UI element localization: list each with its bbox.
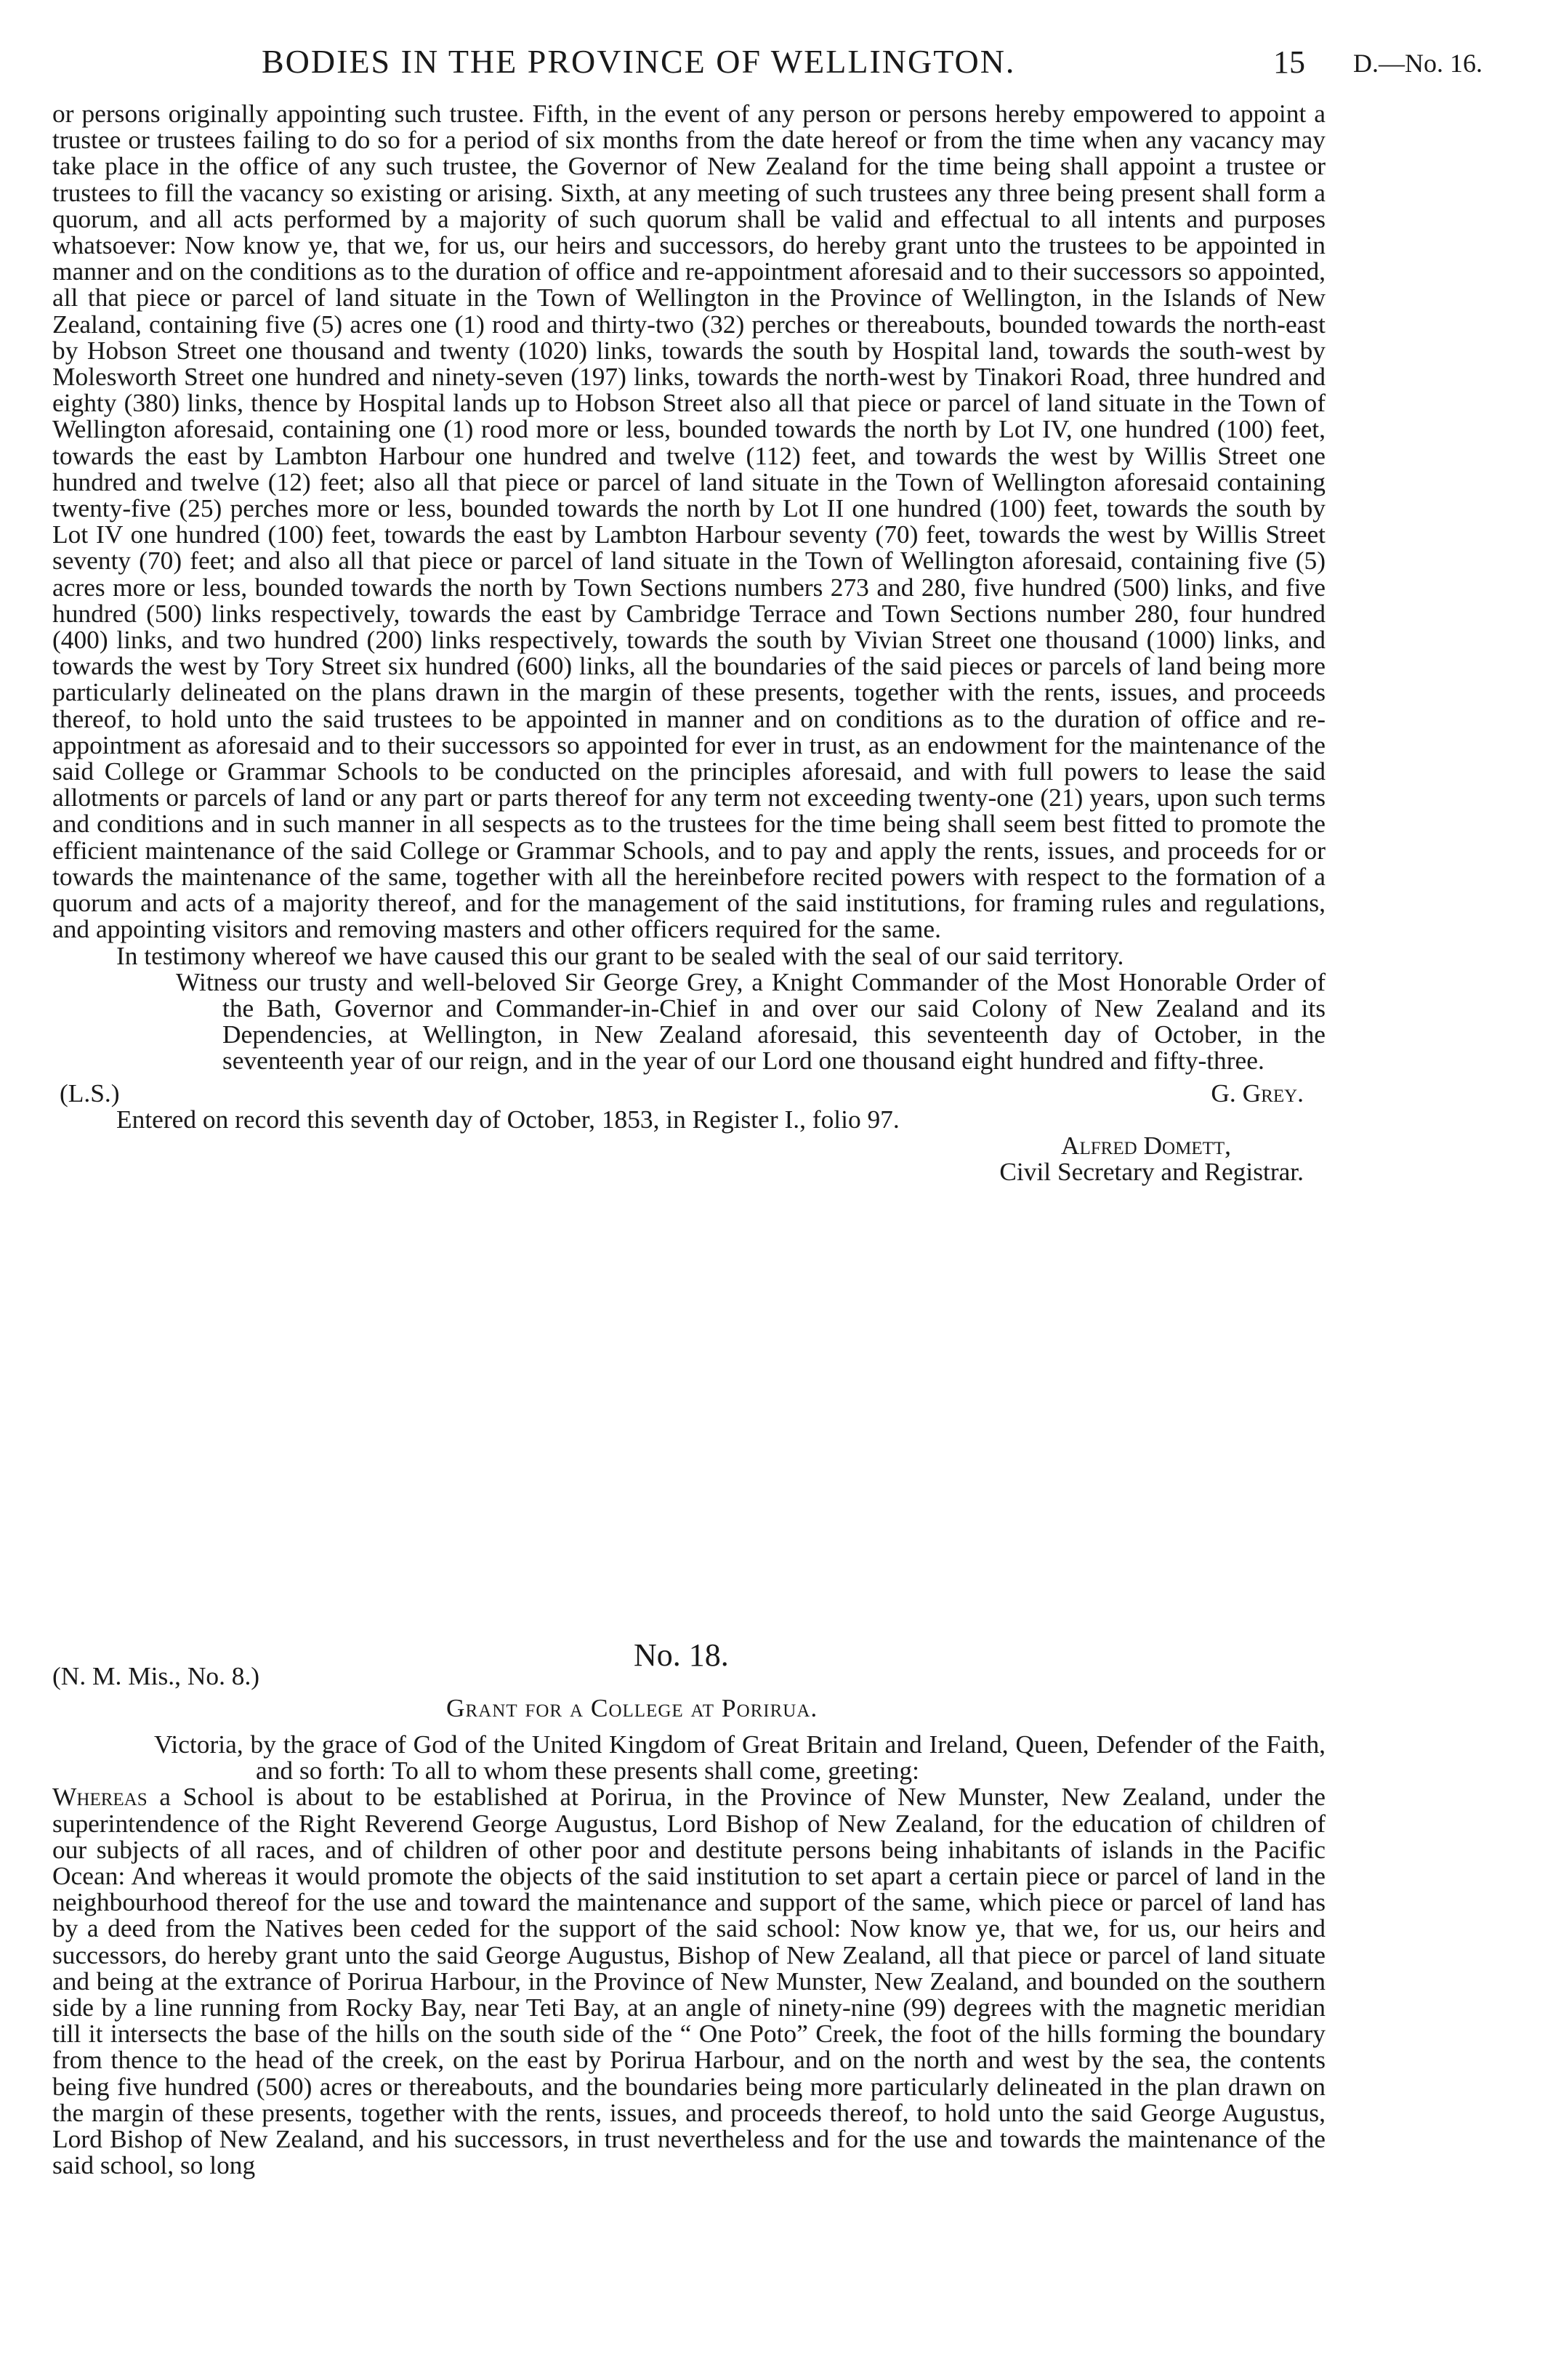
grant-body-paragraph: or persons originally appointing such trustee. Fifth, in the event of any person or persons hereby empowered to appoint a trustee or trustees failing to do so for a period of six months from the date hereof or from the time when any vacancy may take place in the office of any such trustee, the Governor of New Zealand for the time being shall appoint a trustee or trustees to fill the vacancy so existing or arising. Sixth, at any meeting of such trustees any three being present shall form a quorum, and all acts performed by a majority of such quorum shall be valid and effectual to all intents and purposes whatsoever: Now know ye, that we, for us, our heirs and successors, do hereby grant unto the trustees to be appointed in manner and on the conditions as to the duration of office and re-appointment aforesaid and to their successors so appointed, all that piece or parcel of land situate in the Town of Wellington in the Province of Wellington, in the Islands of New Zealand, containing five (5) acres one (1) rood and thirty-two (32) perches or thereabouts, bounded towards the north-east by Hobson Street one thousand and twenty (1020) links, towards the south by Hospital land, towards the south-west by Molesworth Street one hundred and ninety-seven (197) links, towards the north-west by Tinakori Road, three hundred and eighty (380) links, thence by Hospital lands up to Hobson Street also all that piece or parcel of land situate in the Town of Wellington aforesaid, containing one (1) rood more or less, bounded towards the north by Lot IV, one hundred (100) feet, towards the east by Lambton Harbour one hundred and twelve (112) feet, and towards the west by Willis Street one hundred and twelve (12) feet; also all that piece or parcel of land situate in the Town of Wellington aforesaid containing twenty-five (25) perches more or less, bounded towards the north by Lot II one hundred (100) feet, towards the south by Lot IV one hundred (100) feet, towards the east by Lambton Harbour seventy (70) feet, towards the west by Willis Street seventy (70) feet; and also all that piece or parcel of land situate in the Town of Wellington aforesaid, containing five (5) acres more or less, bounded towards the north by Town Sections numbers 273 and 280, five hundred (500) links, and five hundred (500) links respectively, towards the east by Cambridge Terrace and Town Sections number 280, four hundred (400) links, and two hundred (200) links respectively, towards the south by Vivian Street one thousand (1000) links, and towards the west by Tory Street six hundred (600) links, all the boundaries of the said pieces or parcels of land being more particularly delineated on the plans drawn in the margin of these presents, together with the rents, issues, and proceeds thereof, to hold unto the said trustees to be appointed in manner and on conditions as to the duration of office and re-appointment as aforesaid and to their successors so appointed for ever in trust, as an endowment for the maintenance of the said College or Grammar Schools to be conducted on the principles aforesaid, and with full powers to lease the said allotments or parcels of land or any part or parts thereof for any term not exceeding twenty-one (21) years, upon such terms and conditions and in such manner in all sespects as to the trustees for the time being shall seem best fitted to promote the efficient maintenance of the said College or Grammar Schools, and to pay and apply the rents, issues, and proceeds for or towards the maintenance of the same, together with all the hereinbefore recited powers with respect to the formation of a quorum and acts of a majority thereof, and for the management of the said institutions, for framing rules and regulations, and appointing visitors and removing masters and other officers required for the same. <box>52 99 1326 944</box>
grant-continuation <box>52 100 1326 1185</box>
page-header <box>0 42 1545 93</box>
document-reference: D.—No. 16. <box>1353 49 1483 78</box>
testimony-paragraph: In testimony whereof we have caused this our grant to be sealed with the seal of our said territory. <box>116 940 1124 970</box>
seal-mark: (L.S.) <box>60 1078 120 1108</box>
grant-title: Grant for a College at Porirua. <box>446 1693 818 1722</box>
signature-row <box>52 1080 1326 1106</box>
governor-signature: G. Grey. <box>1211 1078 1304 1108</box>
whereas-paragraph <box>52 1783 1326 2178</box>
running-title: BODIES IN THE PROVINCE OF WELLINGTON. <box>262 43 1016 80</box>
entry-record: Entered on record this seventh day of October, 1853, in Register I., folio 97. <box>116 1104 900 1134</box>
whereas-text: a School is about to be established at Porirua, in the Province of New Munster, New Zealand, under the superintendence of the Right Reverend George Augustus, Lord Bishop of New Zealand, for the education of children of our subjects of all races, and of children of other poor and destitute persons being inhabitants of islands in the Pacific Ocean: And whereas it would promote the objects of the said institution to set apart a certain piece or parcel of land in the neighbourhood thereof for the use and toward the maintenance and support of the same, which piece or parcel of land has by a deed from the Natives been ceded for the support of the said school: Now know ye, that we, for us, our heirs and successors, do hereby grant unto the said George Augustus, Bishop of New Zealand, all that piece or parcel of land situate and being at the extrance of Porirua Harbour, in the Province of New Munster, New Zealand, and bounded on the southern side by a line running from Rocky Bay, near Teti Bay, at an angle of ninety-nine (99) degrees with the magnetic meridian till it intersects the base of the hills on the south side of the “ One Poto” Creek, the foot of the hills forming the boundary from thence to the head of the creek, on the east by Porirua Harbour, and on the north and west by the sea, the contents being five hundred (500) acres or thereabouts, and the boundaries being more particularly delineated in the plan drawn on the margin of these presents, together with the rents, issues, and proceeds thereof, to hold unto the said George Augustus, Lord Bishop of New Zealand, and his successors, in trust nevertheless and for the use and towards the maintenance of the said school, so long <box>52 1782 1326 2180</box>
page-number: 15 <box>1273 44 1305 80</box>
grant-opening <box>52 1731 1326 2178</box>
whereas-word: Whereas <box>52 1782 148 1812</box>
registrar-title: Civil Secretary and Registrar. <box>999 1156 1304 1186</box>
section-reference: (N. M. Mis., No. 8.) <box>52 1661 260 1690</box>
witness-paragraph: Witness our trusty and well-beloved Sir George Grey, a Knight Commander of the Most Honorable Order of the Bath, Governor and Commander-in-Chief in and over our said Colony of New Zealand and its Dependencies, at Wellington, in New Zealand aforesaid, this seventeenth day of October, in the seventeenth year of our reign, and in the year of our Lord one thousand eight hundred and fifty-three. <box>176 967 1326 1076</box>
section-number: No. 18. <box>634 1637 729 1673</box>
victoria-preamble: Victoria, by the grace of God of the United Kingdom of Great Britain and Ireland, Queen, Defender of the Faith, and so forth: To all to whom these presents shall come, greeting: <box>154 1730 1326 1786</box>
registrar-name: Alfred Domett, <box>1060 1130 1231 1160</box>
